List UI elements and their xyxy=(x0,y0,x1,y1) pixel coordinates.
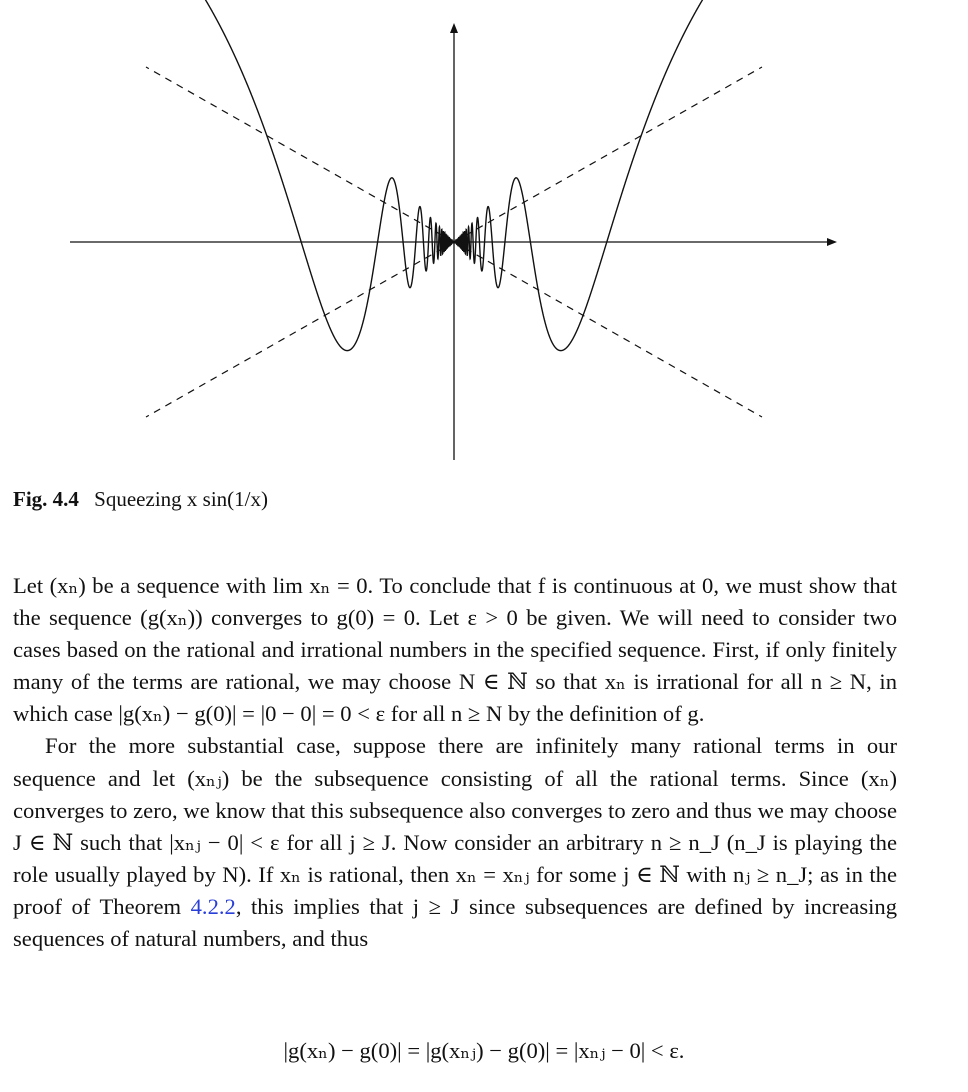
envelope-negative-right xyxy=(454,242,762,417)
x-axis-arrow xyxy=(827,238,837,246)
paragraph-2 xyxy=(13,730,897,955)
envelope-negative-left xyxy=(146,242,454,417)
body-text xyxy=(13,570,897,955)
figure-caption xyxy=(13,487,268,512)
paragraph-2-part-1: For the more substantial case, suppose there are infinitely many rational terms in our sequence and let (xₙⱼ) be the subsequence consisting of all the rational terms. Since (xₙ) converges to zero, we know that this subsequence also converges to zero and thus we may choose J ∈ ℕ such that |xₙⱼ − 0| < ε for all j ≥ J. Now consider an arbitrary n ≥ n_J (n_J is playing the role usually played by N). If xₙ is rational, then xₙ = xₙⱼ for some j ∈ ℕ with nⱼ ≥ n_J; as in the proof of Theorem xyxy=(13,733,897,919)
display-equation: |g(xₙ) − g(0)| = |g(xₙⱼ) − g(0)| = |xₙⱼ − 0| < ε. xyxy=(283,1038,685,1063)
squeeze-figure xyxy=(0,0,968,470)
theorem-link[interactable]: 4.2.2 xyxy=(190,893,236,919)
figure-label: Fig. 4.4 xyxy=(13,487,79,511)
figure-caption-text: Squeezing x sin(1/x) xyxy=(94,487,268,511)
envelope-positive-right xyxy=(454,67,762,242)
paragraph-1: Let (xₙ) be a sequence with lim xₙ = 0. To conclude that f is continuous at 0, we must show that the sequence (g(xₙ)) converges to g(0) = 0. Let ε > 0 be given. We will need to consider two cases based on the rational and irrational numbers in the specified sequence. First, if only finitely many of the terms are rational, we may choose N ∈ ℕ so that xₙ is irrational for all n ≥ N, in which case |g(xₙ) − g(0)| = |0 − 0| = 0 < ε for all n ≥ N by the definition of g. xyxy=(13,573,897,727)
paragraph-2-part-2: , this implies that j ≥ J since subsequences are defined by increasing sequences of natural numbers, and thus xyxy=(13,893,897,952)
envelope-positive-left xyxy=(146,67,454,242)
y-axis-arrow xyxy=(450,23,458,33)
